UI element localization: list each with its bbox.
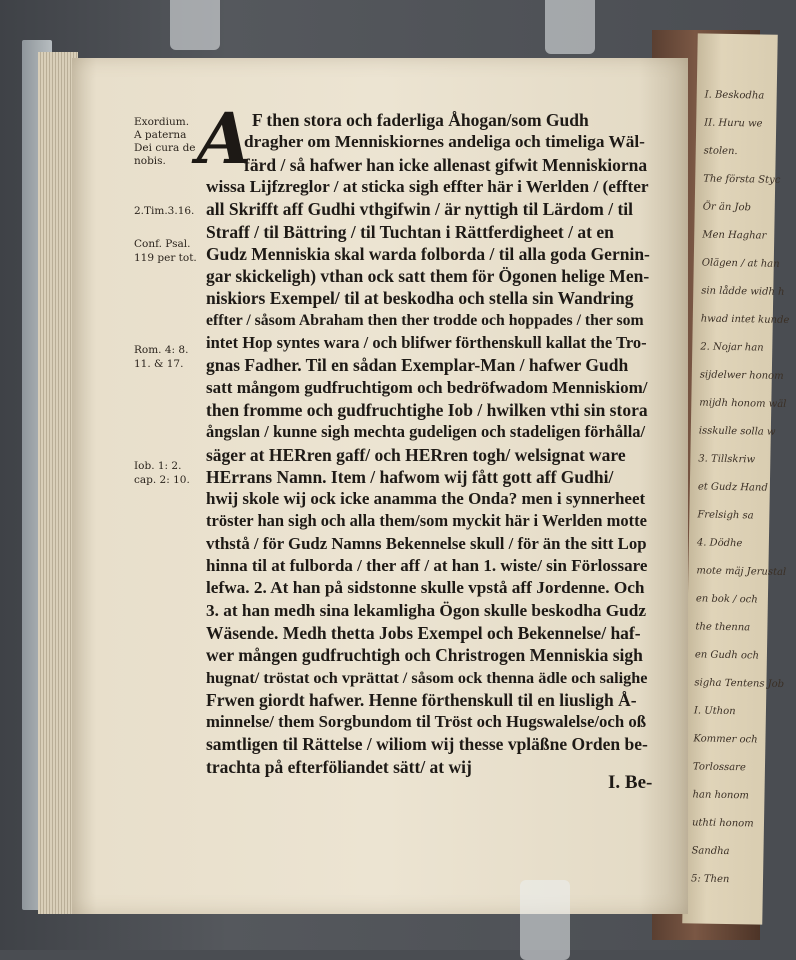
margin-note: nobis. xyxy=(134,155,166,167)
text-line: tröster han sigh och alla them/som myckit här i Werlden motte xyxy=(206,511,647,531)
text-line: dragher om Menniskiornes andeliga och timeliga Wäl- xyxy=(244,132,645,152)
right-page-line: sigha Tentens Job xyxy=(694,677,785,690)
text-line: färd / så hafwer han icke allenast gifwit Menniskiorna xyxy=(244,154,648,175)
margin-note-reference: cap. 2: 10. xyxy=(134,474,190,486)
right-page-line: Men Haghar xyxy=(702,229,767,242)
margin-note-reference: Iob. 1: 2. xyxy=(134,460,182,472)
right-page-line: 3. Tillskriw xyxy=(698,453,756,466)
text-line: gnas Fadher. Til en sådan Exemplar-Man / hafwer Gudh xyxy=(206,355,629,376)
text-line: trachta på efterföliandet sätt/ at wij xyxy=(206,756,472,777)
right-page-line: Ör än Job xyxy=(702,201,752,214)
page-clip-top-right xyxy=(545,0,595,54)
text-line: säger at HERren gaff/ och HERren togh/ welsignat ware xyxy=(206,444,626,465)
right-page-line: Olägen / at han xyxy=(701,257,780,270)
text-line: Straff / til Bättring / til Tuchtan i Rättferdigheet / at en xyxy=(206,221,614,242)
margin-note-reference: Rom. 4: 8. xyxy=(134,344,189,356)
drop-cap: A xyxy=(197,97,252,180)
text-line: hwij skole wij ock icke anamma the Onda? men i synnerheet xyxy=(206,489,646,509)
right-page-line: Kommer och xyxy=(693,733,758,746)
right-page-line: stolen. xyxy=(703,145,738,158)
right-page-line: I. Beskodha xyxy=(704,89,765,102)
text-line: vthstå / för Gudz Namns Bekennelse skull / för än the sitt Lop xyxy=(206,533,647,553)
page-clip-top-left xyxy=(170,0,220,50)
text-line: intet Hop syntes wara / och blifwer förthenskull kallat the Tro- xyxy=(206,333,647,352)
right-page-line: et Gudz Hand xyxy=(697,481,768,494)
text-line: 3. at han medh sina lekamligha Ögon skulle beskodha Gudz xyxy=(206,600,646,620)
right-page-line: sijdelwer honom xyxy=(699,369,784,382)
page-clip-bottom xyxy=(520,880,570,960)
margin-note: A paterna xyxy=(134,129,187,141)
margin-note-reference: 119 per tot. xyxy=(134,252,197,264)
text-line: lefwa. 2. At han på sidstonne skulle vpstå aff Jordenne. Och xyxy=(206,578,645,598)
text-line: effter / såsom Abraham then ther trodde och hoppades / ther som xyxy=(206,311,644,329)
margin-note-exordium: Exordium. xyxy=(134,116,190,128)
text-line: wissa Lijfzreglor / at sticka sigh effter här i Werlden / (effter xyxy=(206,176,649,196)
right-page-line: 4. Dödhe xyxy=(696,537,743,550)
right-page-line: The första Styc xyxy=(703,173,781,186)
text-line: ångslan / kunne sigh mechta gudeligen och stadeligen förhålla/ xyxy=(206,422,646,442)
text-line: samtligen til Rättelse / wiliom wij thesse vpläßne Orden be- xyxy=(206,734,648,755)
text-line: gar skickeligh) vthan ock satt them för Ögonen helige Men- xyxy=(206,266,650,287)
text-line: wer mången gudfruchtigh och Christrogen Menniskia sigh xyxy=(206,645,643,666)
right-page-line: uthti honom xyxy=(691,817,754,830)
text-line: Wäsende. Medh thetta Jobs Exempel och Bekennelse/ haf- xyxy=(206,622,641,643)
right-page-line: I. Uthon xyxy=(693,705,736,718)
right-page-line: Sandha xyxy=(691,845,730,858)
right-page-line: sin lådde widh h xyxy=(701,285,785,298)
text-line: niskiors Exempel/ til at beskodha och stella sin Wandring xyxy=(206,288,634,309)
text-line: Frwen giordt hafwer. Henne förthenskull til en liusligh Å- xyxy=(206,689,637,710)
right-facing-page xyxy=(682,33,790,924)
margin-note-reference: 2.Tim.3.16. xyxy=(134,205,195,217)
right-page-line: en bok / och xyxy=(695,593,758,606)
right-page-line: II. Huru we xyxy=(704,117,763,130)
margin-note-reference: Conf. Psal. xyxy=(134,238,191,250)
right-page-line: mijdh honom wäl xyxy=(699,397,787,410)
right-page-line: Frelsigh sa xyxy=(697,509,754,522)
right-page-line: hwad intet kunde xyxy=(700,313,790,327)
text-line: Gudz Menniskia skal warda folborda / til alla goda Gernin- xyxy=(206,243,650,264)
right-page-line: han honom xyxy=(692,789,750,802)
text-line: minnelse/ them Sorgbundom til Tröst och Hugswalelse/och oß xyxy=(206,712,647,732)
margin-note: Dei cura de xyxy=(134,142,196,154)
right-page-line: Torlossare xyxy=(692,761,746,774)
text-line: F then stora och faderliga Åhogan/som Gudh xyxy=(252,110,589,130)
right-page-line: the thenna xyxy=(695,621,751,634)
text-line: hinna til at fulborda / ther aff / at han 1. wiste/ sin Förlossare xyxy=(206,556,648,575)
right-page-line: mote mäj Jerustal xyxy=(696,565,787,578)
right-page-line: en Gudh och xyxy=(694,649,760,662)
text-line: hugnat/ tröstat och vprättat / såsom ock thenna ädle och salighe xyxy=(206,668,648,687)
right-page-line: 2. Nojar han xyxy=(700,341,764,354)
margin-note-reference: 11. & 17. xyxy=(134,358,184,370)
text-line: satt mångom gudfruchtigom och bedröfwadom Menniskiom/ xyxy=(206,377,648,397)
text-line: HErrans Namn. Item / hafwom wij fått gott aff Gudhi/ xyxy=(206,466,614,487)
text-line: all Skrifft aff Gudhi vthgifwin / är nyttigh til Lärdom / til xyxy=(206,199,633,220)
right-page-line: isskulle solla w xyxy=(698,425,776,438)
right-page-line: 5: Then xyxy=(690,873,730,886)
text-line: then fromme och gudfruchtighe Iob / hwilken vthi sin stora xyxy=(206,399,648,420)
catchword: I. Be- xyxy=(608,772,653,793)
